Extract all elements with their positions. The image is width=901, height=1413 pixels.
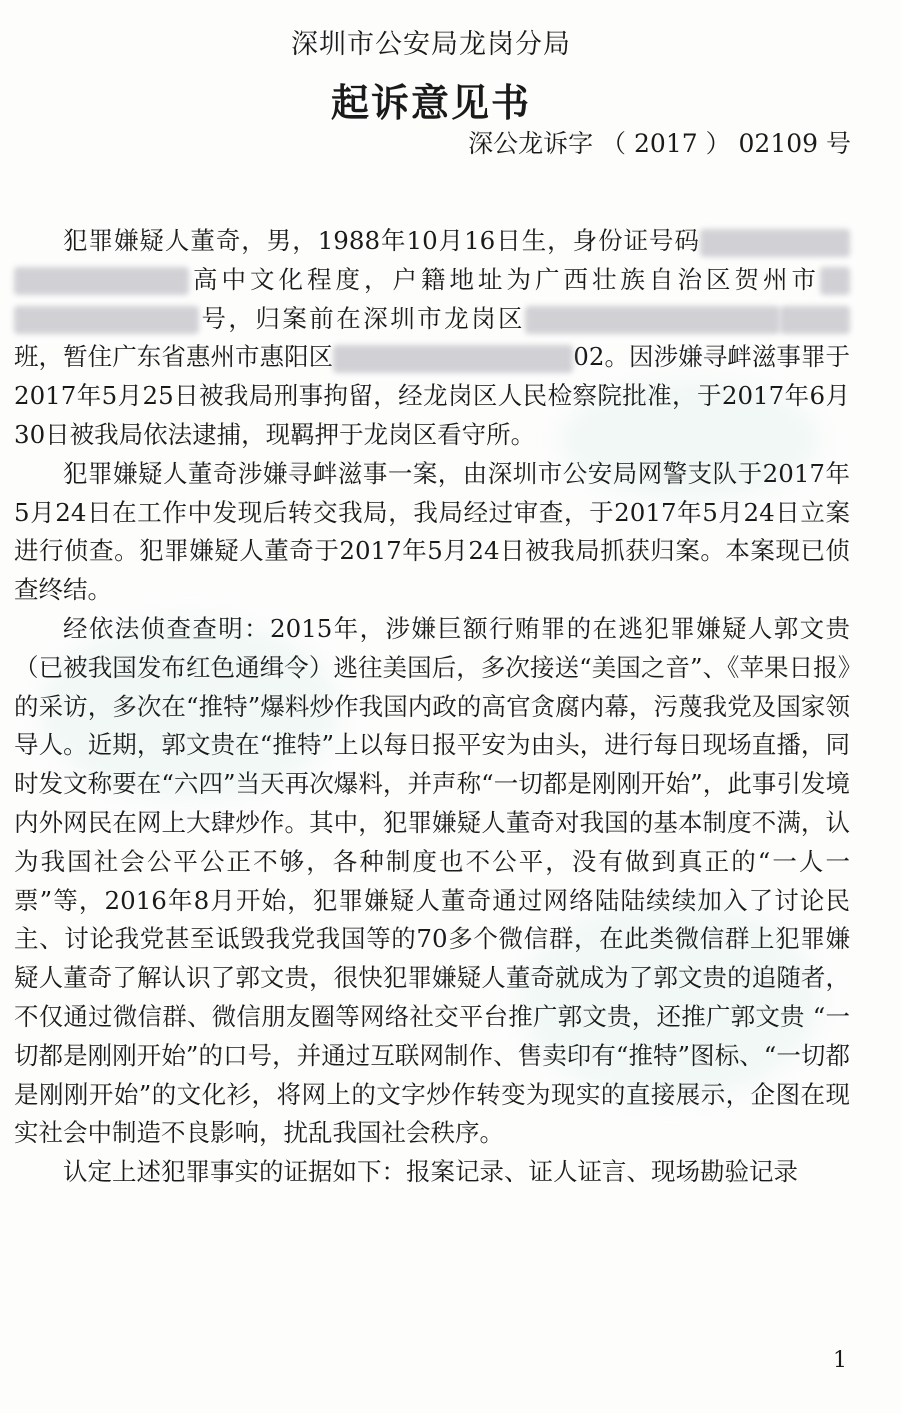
paragraph-evidence: 认定上述犯罪事实的证据如下：报案记录、证人证言、现场勘验记录 xyxy=(63,1157,798,1187)
redaction-block xyxy=(700,229,850,257)
paragraph-text: 高中文化程度，户籍地址为广西壮族自治区贺州市 xyxy=(189,264,820,294)
paragraph-suspect-info xyxy=(14,222,850,455)
paragraph-text: 班，暂住广东省惠州市惠阳区 xyxy=(14,342,334,372)
paragraph-text: 号，归案前在深圳市龙岗区 xyxy=(199,303,525,333)
agency-name: 深圳市公安局龙岗分局 xyxy=(291,29,571,60)
paragraph-facts: 经依法侦查查明：2015年，涉嫌巨额行贿罪的在逃犯罪嫌疑人郭文贵（已被我国发布红色通缉令）逃往美国后，多次接送“美国之音”、《苹果日报》的采访，多次在“推特”爆料炒作我国内政的高官贪腐内幕，污蔑我党及国家领导人。近期，郭文贵在“推特”上以每日报平安为由头，进行每日现场直播，同时发文称要在“六四”当天再次爆料，并声称“一切都是刚刚开始”，此事引发境内外网民在网上大肆炒作。其中，犯罪嫌疑人董奇对我国的基本制度不满，认为我国社会公平公正不够，各种制度也不公平，没有做到真正的“一人一票”等，2016年8月开始，犯罪嫌疑人董奇通过网络陆陆续续加入了讨论民主、讨论我党甚至诋毁我党我国等的70多个微信群，在此类微信群上犯罪嫌疑人董奇了解认识了郭文贵，很快犯罪嫌疑人董奇就成为了郭文贵的追随者，不仅通过微信群、微信朋友圈等网络社交平台推广郭文贵，还推广郭文贵 “一切都是刚刚开始”的口号，并通过互联网制作、售卖印有“推特”图标、“一切都是刚刚开始”的文化衫，将网上的文字炒作转变为现实的直接展示，企图在现实社会中制造不良影响，扰乱我国社会秩序。 xyxy=(14,613,850,1148)
redaction-block xyxy=(525,306,780,334)
document-body xyxy=(14,222,850,1192)
document-number: 深公龙诉字 （ 2017 ） 02109 号 xyxy=(468,129,851,158)
redaction-block xyxy=(333,345,573,373)
redaction-block xyxy=(14,306,199,334)
paragraph-text: 02。因涉嫌寻衅滋事罪于2017年5月25日被我局刑事拘留，经龙岗区人民检察院批准，于2017年6月30日被我局依法逮捕，现羁押于龙岗区看守所。 xyxy=(14,342,850,449)
redaction-block xyxy=(14,267,189,295)
paragraph-text: 犯罪嫌疑人董奇，男，1988年10月16日生，身份证号码 xyxy=(63,226,700,255)
document-title: 起诉意见书 xyxy=(330,81,531,125)
page-number: 1 xyxy=(833,1348,847,1373)
redaction-block xyxy=(820,267,850,295)
redaction-block xyxy=(780,306,850,334)
paragraph-case-origin: 犯罪嫌疑人董奇涉嫌寻衅滋事一案，由深圳市公安局网警支队于2017年5月24日在工作中发现后转交我局，我局经过审查，于2017年5月24日立案进行侦查。犯罪嫌疑人董奇于2017年5月24日被我局抓获归案。本案现已侦查终结。 xyxy=(14,458,850,605)
